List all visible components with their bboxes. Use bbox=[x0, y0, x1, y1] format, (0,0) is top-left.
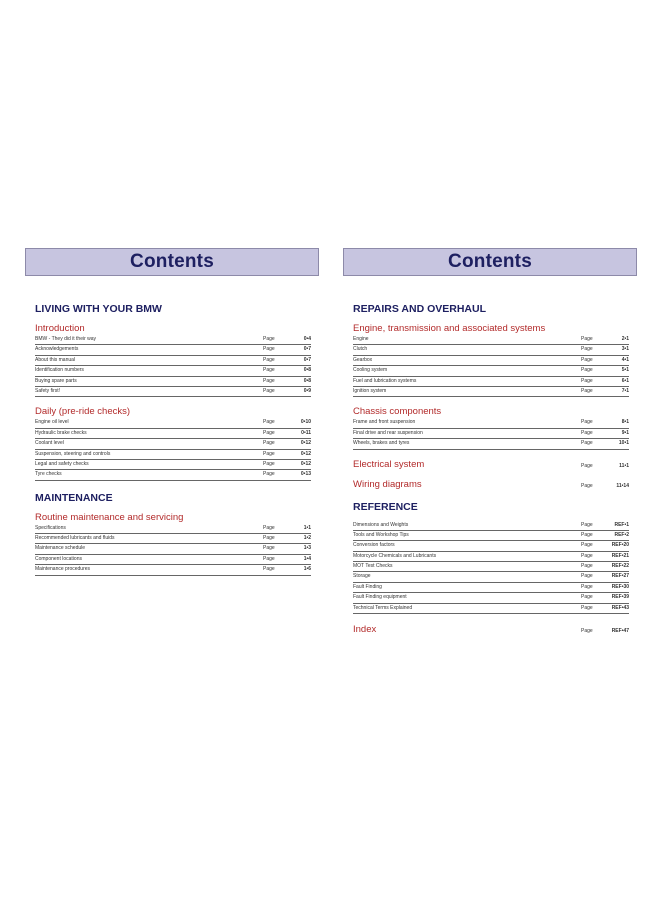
page-label: Page bbox=[263, 440, 275, 447]
page-number: 0•12 bbox=[300, 450, 311, 457]
page-number: REF•20 bbox=[611, 542, 629, 549]
entry-title: Tools and Workshop Tips bbox=[353, 531, 409, 538]
page-number: REF•27 bbox=[611, 573, 629, 580]
page-label: Page bbox=[581, 335, 593, 342]
right-contents-list bbox=[343, 303, 637, 636]
toc-entry bbox=[353, 583, 629, 593]
entry-title: Recommended lubricants and fluids bbox=[35, 535, 115, 542]
toc-entry bbox=[353, 521, 629, 531]
page-label: Page bbox=[263, 387, 275, 394]
page-number: 2•1 bbox=[621, 335, 629, 342]
page-number: 1•2 bbox=[303, 535, 311, 542]
page-number: 0•8 bbox=[303, 367, 311, 374]
chapter-row bbox=[353, 624, 629, 636]
page-label: Page bbox=[581, 440, 593, 447]
entry-title: BMW - They did it their way bbox=[35, 335, 97, 342]
left-contents-banner bbox=[25, 248, 319, 276]
page-number: 0•7 bbox=[303, 356, 311, 363]
page-label: Page bbox=[581, 573, 593, 580]
page-number: REF•39 bbox=[611, 594, 629, 601]
chapter-row bbox=[353, 459, 629, 471]
page-number: 0•8 bbox=[303, 377, 311, 384]
entry-title: Conversion factors bbox=[353, 542, 395, 549]
left-contents-list bbox=[25, 303, 319, 576]
page-label: Page bbox=[581, 531, 593, 538]
entry-title: Fault Finding bbox=[353, 583, 382, 590]
right-banner-title: Contents bbox=[448, 251, 532, 272]
entry-title: Safety first! bbox=[35, 387, 61, 394]
page-label: Page bbox=[263, 450, 275, 457]
page-number: 9•1 bbox=[621, 429, 629, 436]
toc-entry bbox=[35, 470, 311, 480]
page-number: 0•10 bbox=[300, 419, 311, 426]
toc-entry bbox=[35, 460, 311, 470]
entry-title: Gearbox bbox=[353, 356, 373, 363]
entry-title: Ignition system bbox=[353, 387, 387, 394]
part-heading: REFERENCE bbox=[353, 500, 418, 513]
entry-title: Buying spare parts bbox=[35, 377, 77, 384]
entry-title: Hydraulic brake checks bbox=[35, 429, 87, 436]
page-number: 1•4 bbox=[303, 555, 311, 562]
toc-entry bbox=[35, 544, 311, 554]
entry-title: Cooling system bbox=[353, 367, 388, 374]
page-number: 1•6 bbox=[303, 566, 311, 573]
entry-title: About this manual bbox=[35, 356, 76, 363]
page-label: Page bbox=[263, 566, 275, 573]
entry-title: Engine bbox=[353, 335, 369, 342]
page-label: Page bbox=[263, 419, 275, 426]
toc-entry bbox=[353, 335, 629, 345]
page-label: Page bbox=[263, 471, 275, 478]
toc-entry bbox=[353, 572, 629, 582]
toc-entry bbox=[35, 377, 311, 387]
toc-entry bbox=[353, 345, 629, 355]
entry-title: Dimensions and Weights bbox=[353, 521, 409, 528]
entry-title: Maintenance procedures bbox=[35, 566, 91, 573]
left-banner-title: Contents bbox=[130, 251, 214, 272]
chapter-heading: Chassis components bbox=[353, 406, 442, 418]
chapter-heading: Routine maintenance and servicing bbox=[35, 511, 184, 523]
page-number: 8•1 bbox=[621, 419, 629, 426]
toc-entry bbox=[353, 604, 629, 614]
toc-entry bbox=[35, 439, 311, 449]
toc-entry bbox=[353, 418, 629, 428]
page-label: Page bbox=[581, 604, 593, 611]
toc-entry bbox=[353, 531, 629, 541]
entry-title: Component locations bbox=[35, 555, 82, 562]
page-number: REF•43 bbox=[611, 604, 629, 611]
toc-entry bbox=[35, 335, 311, 345]
entry-title: Final drive and rear suspension bbox=[353, 429, 423, 436]
page-label: Page bbox=[263, 555, 275, 562]
entry-title: Identification numbers bbox=[35, 367, 84, 374]
page-number: 0•12 bbox=[300, 460, 311, 467]
entry-title: Acknowledgements bbox=[35, 346, 79, 353]
page-label: Page bbox=[263, 377, 275, 384]
toc-entry bbox=[353, 429, 629, 439]
page-number: REF•47 bbox=[611, 628, 629, 635]
entry-title: Motorcycle Chemicals and Lubricants bbox=[353, 552, 437, 559]
toc-entry bbox=[35, 555, 311, 565]
page-number: REF•1 bbox=[614, 521, 629, 528]
toc-entry bbox=[353, 356, 629, 366]
toc-entry bbox=[353, 541, 629, 551]
toc-entry bbox=[353, 593, 629, 603]
page-label: Page bbox=[581, 552, 593, 559]
toc-entry bbox=[353, 387, 629, 397]
page-label: Page bbox=[581, 542, 593, 549]
page-number: 3•1 bbox=[621, 346, 629, 353]
page-number: 0•13 bbox=[300, 471, 311, 478]
page-label: Page bbox=[263, 346, 275, 353]
page-label: Page bbox=[581, 429, 593, 436]
page-number: 1•1 bbox=[303, 524, 311, 531]
page-label: Page bbox=[581, 367, 593, 374]
entry-title: Storage bbox=[353, 573, 371, 580]
toc-entry bbox=[35, 429, 311, 439]
right-page bbox=[343, 248, 637, 636]
page-label: Page bbox=[581, 594, 593, 601]
page-label: Page bbox=[581, 356, 593, 363]
page-label: Page bbox=[263, 545, 275, 552]
toc-entry bbox=[35, 366, 311, 376]
left-page bbox=[25, 248, 319, 576]
page-label: Page bbox=[263, 524, 275, 531]
page-number: 0•9 bbox=[303, 387, 311, 394]
chapter-row bbox=[353, 479, 629, 491]
part-heading: MAINTENANCE bbox=[35, 491, 113, 504]
page-label: Page bbox=[263, 335, 275, 342]
page-label: Page bbox=[581, 419, 593, 426]
page-label: Page bbox=[263, 535, 275, 542]
toc-entry bbox=[35, 387, 311, 397]
entry-title: Clutch bbox=[353, 346, 368, 353]
entry-title: Engine oil level bbox=[35, 419, 69, 426]
entry-title: Specifications bbox=[35, 524, 66, 531]
page-number: 1•3 bbox=[303, 545, 311, 552]
right-contents-banner bbox=[343, 248, 637, 276]
toc-entry bbox=[35, 418, 311, 428]
entry-title: Wheels, brakes and tyres bbox=[353, 440, 410, 447]
chapter-heading: Engine, transmission and associated systems bbox=[353, 323, 546, 334]
toc-entry bbox=[353, 552, 629, 562]
page-number: REF•2 bbox=[614, 531, 629, 538]
page-number: 0•12 bbox=[300, 440, 311, 447]
page-number: 5•1 bbox=[621, 367, 629, 374]
entry-title: Coolant level bbox=[35, 440, 64, 447]
page-number: 4•1 bbox=[621, 356, 629, 363]
entry-title: Frame and front suspension bbox=[353, 419, 416, 426]
entry-title: Fault Finding equipment bbox=[353, 594, 407, 601]
toc-entry bbox=[35, 534, 311, 544]
page-label: Page bbox=[263, 460, 275, 467]
page-number: 11•14 bbox=[616, 482, 629, 489]
chapter-heading: Index bbox=[353, 624, 377, 636]
entry-title: MOT Test Checks bbox=[353, 563, 393, 570]
page-label: Page bbox=[581, 563, 593, 570]
part-heading: REPAIRS AND OVERHAUL bbox=[353, 303, 487, 315]
entry-title: Technical Terms Explained bbox=[353, 604, 413, 611]
chapter-heading: Daily (pre-ride checks) bbox=[35, 406, 131, 418]
toc-entry bbox=[353, 562, 629, 572]
page-number: 11•1 bbox=[619, 462, 629, 469]
page-label: Page bbox=[263, 367, 275, 374]
entry-title: Legal and safety checks bbox=[35, 460, 89, 467]
page-number: 6•1 bbox=[621, 377, 629, 384]
chapter-heading: Introduction bbox=[35, 323, 85, 334]
page-label: Page bbox=[581, 521, 593, 528]
page-label: Page bbox=[263, 429, 275, 436]
page-label: Page bbox=[581, 346, 593, 353]
toc-entry bbox=[35, 356, 311, 366]
chapter-heading: Wiring diagrams bbox=[353, 478, 422, 490]
chapter-heading: Electrical system bbox=[353, 458, 425, 470]
toc-entry bbox=[35, 450, 311, 460]
toc-entry bbox=[35, 565, 311, 575]
page-number: 0•7 bbox=[303, 346, 311, 353]
page-label: Page bbox=[581, 482, 593, 489]
page-label: Page bbox=[581, 377, 593, 384]
entry-title: Tyre checks bbox=[35, 471, 62, 478]
page-number: REF•21 bbox=[611, 552, 629, 559]
entry-title: Maintenance schedule bbox=[35, 545, 86, 552]
toc-entry bbox=[35, 345, 311, 355]
page-label: Page bbox=[263, 356, 275, 363]
page-label: Page bbox=[581, 583, 593, 590]
page-number: 10•1 bbox=[618, 440, 629, 447]
entry-title: Suspension, steering and controls bbox=[35, 450, 111, 457]
page-label: Page bbox=[581, 628, 593, 635]
toc-entry bbox=[353, 366, 629, 376]
part-heading: LIVING WITH YOUR BMW bbox=[35, 303, 162, 315]
page-number: 0•11 bbox=[301, 429, 311, 436]
page-label: Page bbox=[581, 387, 593, 394]
page-label: Page bbox=[581, 462, 593, 469]
entry-title: Fuel and lubrication systems bbox=[353, 377, 417, 384]
toc-entry bbox=[353, 377, 629, 387]
toc-entry bbox=[353, 439, 629, 449]
page-number: 0•4 bbox=[303, 335, 311, 342]
toc-entry bbox=[35, 524, 311, 534]
page-number: REF•22 bbox=[611, 563, 629, 570]
page-number: 7•1 bbox=[621, 387, 629, 394]
page-number: REF•30 bbox=[611, 583, 629, 590]
